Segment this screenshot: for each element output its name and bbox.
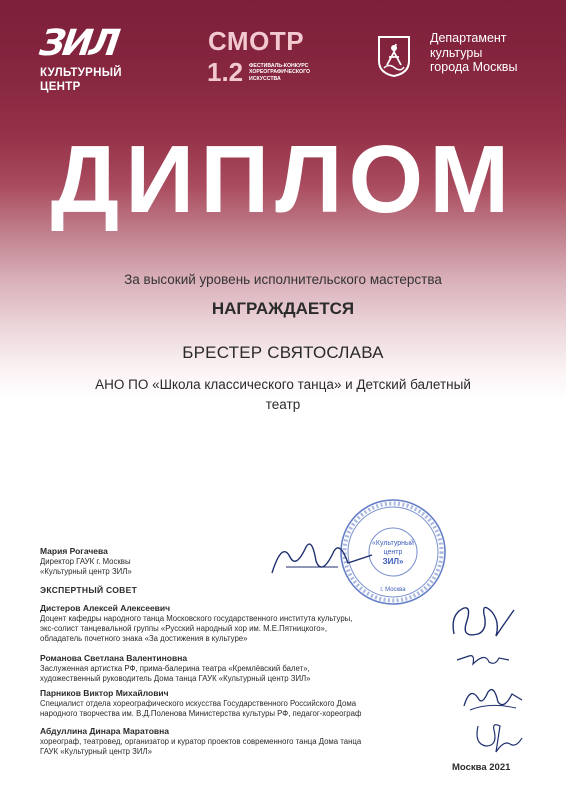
expert-desc: Специалист отдела хореографического искусства Государственного Российского Дома — [40, 699, 357, 708]
director-desc-line2: «Культурный центр ЗИЛ» — [40, 567, 132, 576]
expert-block-3 — [40, 688, 361, 719]
recipient-organization — [70, 375, 496, 415]
stamp-bottom-text: г. Москва — [380, 587, 406, 593]
smotr-caption-line2: ХОРЕОГРАФИЧЕСКОГО — [249, 69, 310, 76]
expert-name: Абдуллина Динара Маратовна — [40, 726, 170, 736]
director-block — [40, 546, 132, 577]
smotr-logo-title: СМОТР — [208, 26, 305, 56]
recipient-name: БРЕСТЕР СВЯТОСЛАВА — [182, 343, 384, 362]
expert-desc: экс-солист танцевальной группы «Русский народный хор им. М.Е.Пятницкого», — [40, 624, 328, 633]
director-desc-line1: Директор ГАУК г. Москвы — [40, 557, 131, 566]
expert-4-signature — [470, 716, 526, 760]
expert-desc: Заслуженная артистка РФ, прима-балерина театра «Кремлёвский балет», — [40, 664, 310, 673]
expert-council-label: ЭКСПЕРТНЫЙ СОВЕТ — [40, 585, 138, 595]
awarded-label: НАГРАЖДАЕТСЯ — [211, 299, 355, 318]
stamp-center-line3: ЗИЛ» — [382, 557, 404, 566]
moscow-coat-of-arms-icon — [377, 35, 411, 77]
expert-3-signature — [460, 680, 526, 716]
dept-line3: города Москвы — [430, 60, 518, 74]
expert-block-4 — [40, 726, 361, 757]
expert-desc: Доцент кафедры народного танца Московского государственного института культуры, — [40, 614, 353, 623]
award-reason: За высокий уровень исполнительского мастерства — [124, 272, 442, 287]
smotr-caption-line1: ФЕСТИВАЛЬ-КОНКУРС — [249, 63, 309, 69]
expert-block-1 — [40, 603, 352, 644]
department-of-culture-label — [430, 31, 517, 75]
smotr-logo-caption — [249, 63, 339, 82]
expert-desc: хореограф, театровед, организатор и куратор проектов современного танца Дома танца — [40, 737, 362, 746]
smotr-caption-line3: ИСКУССТВА — [249, 75, 281, 82]
expert-desc: обладатель почетного знака «За достижения в культуре» — [40, 634, 248, 643]
zil-logo-text — [40, 66, 122, 94]
expert-2-signature — [455, 646, 511, 672]
organization-line1: АНО ПО «Школа классического танца» и Детский балетный — [95, 377, 471, 392]
diploma-title: ДИПЛОМ — [50, 126, 516, 233]
city-year: Москва 2021 — [452, 762, 511, 773]
expert-name: Дистеров Алексей Алексеевич — [40, 603, 171, 613]
expert-name: Романова Светлана Валентиновна — [40, 653, 188, 663]
director-signature — [268, 533, 378, 583]
zil-logo-text-line2: ЦЕНТР — [40, 81, 81, 93]
stamp-center-line1: «Культурный — [372, 540, 414, 547]
expert-desc: народного творчества им. В.Д.Поленова Министерства культуры РФ, педагог-хореограф — [40, 709, 362, 718]
expert-block-2 — [40, 653, 311, 684]
expert-desc: художественный руководитель Дома танца ГАУК «Культурный центр ЗИЛ» — [40, 674, 311, 683]
stamp-center-line2: центр — [383, 549, 403, 556]
dept-line2: культуры — [430, 45, 483, 60]
expert-name: Парников Виктор Михайлович — [40, 688, 169, 698]
organization-line2: театр — [265, 397, 301, 412]
dept-line1: Департамент — [430, 31, 507, 45]
director-name: Мария Рогачева — [40, 546, 108, 556]
expert-1-signature — [448, 594, 520, 650]
smotr-logo-number: 1.2 — [207, 57, 244, 87]
zil-logo-mark: ЗИЛ — [37, 23, 120, 64]
zil-logo-text-line1: КУЛЬТУРНЫЙ — [40, 67, 122, 79]
expert-desc: ГАУК «Культурный центр ЗИЛ» — [40, 747, 152, 756]
